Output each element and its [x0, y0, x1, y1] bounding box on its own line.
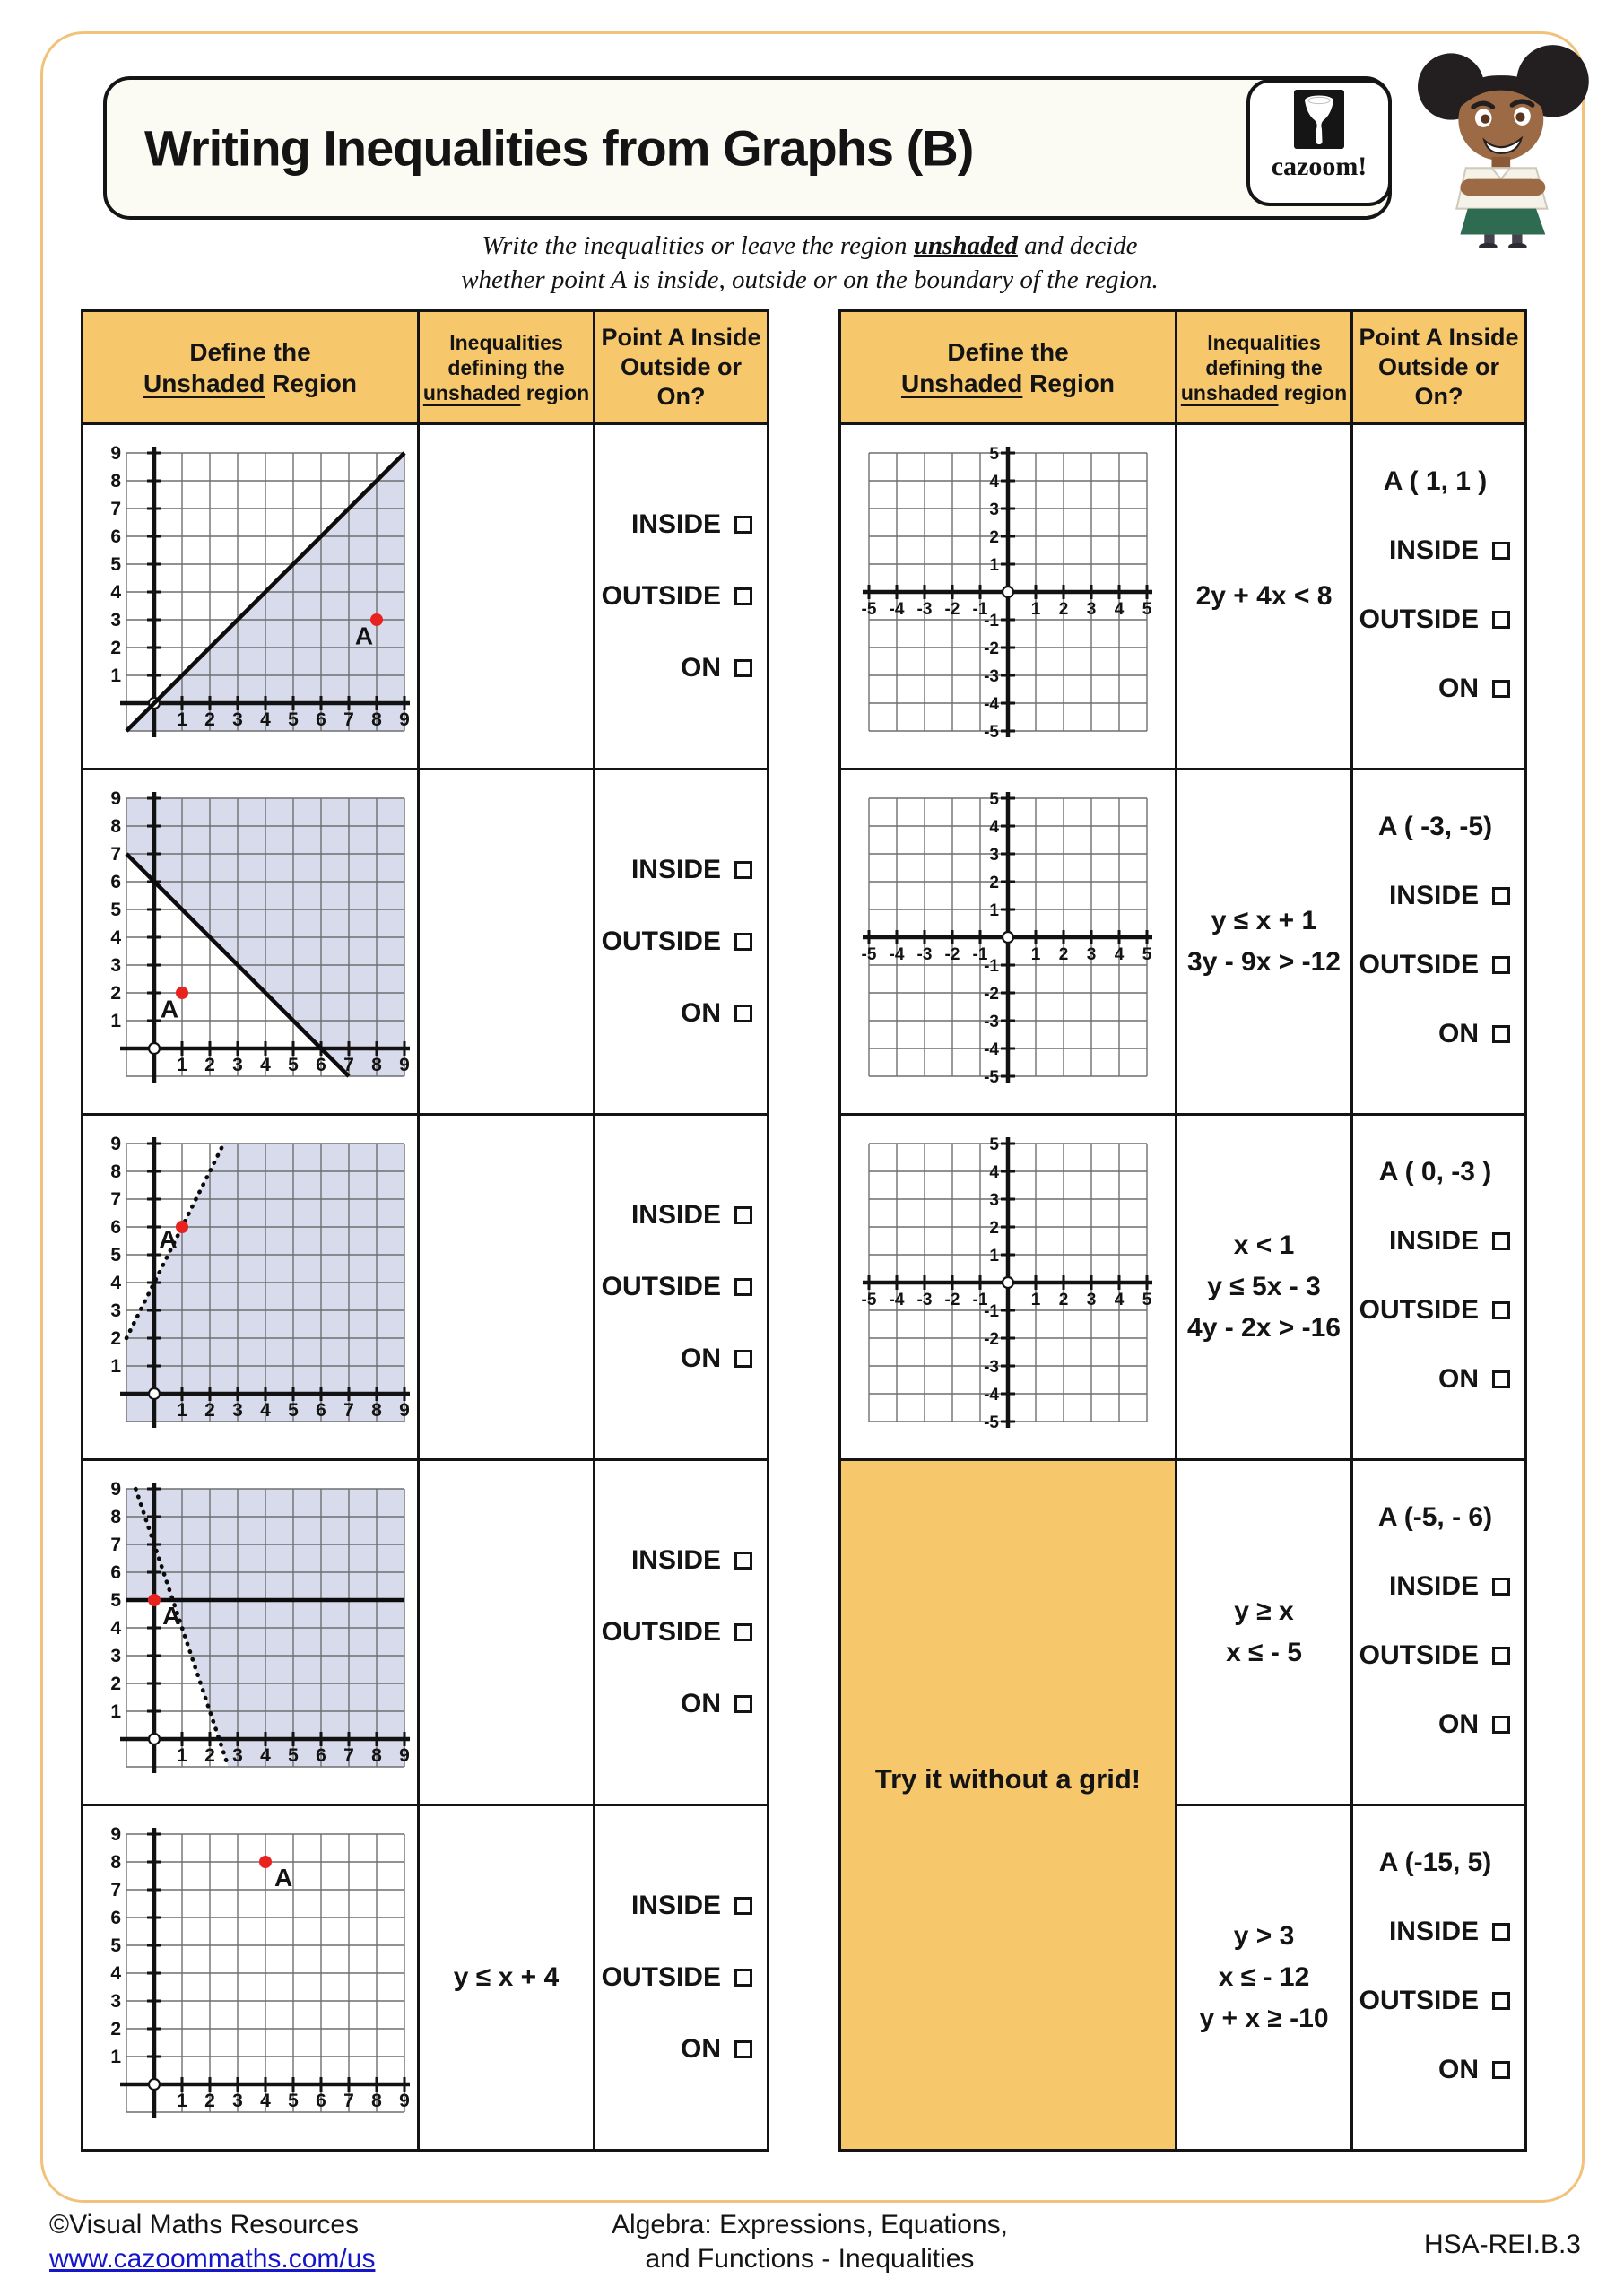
svg-text:-1: -1	[972, 600, 988, 619]
outside-checkbox[interactable]	[734, 1278, 752, 1296]
header-inequalities: Inequalities defining the unshaded region	[417, 312, 593, 422]
option-outside: OUTSIDE	[1359, 950, 1510, 980]
svg-text:4: 4	[260, 1400, 271, 1421]
inside-checkbox[interactable]	[1492, 1232, 1510, 1250]
svg-text:2: 2	[1058, 600, 1069, 619]
graph-left-4	[83, 1461, 417, 1804]
svg-text:6: 6	[316, 1055, 326, 1075]
svg-text:1: 1	[989, 556, 999, 575]
svg-text:-5: -5	[861, 600, 877, 619]
option-on: ON	[1438, 1019, 1510, 1049]
svg-text:6: 6	[316, 1400, 326, 1421]
svg-text:-2: -2	[944, 945, 960, 964]
svg-text:-3: -3	[984, 1013, 999, 1031]
subject-line-1: Algebra: Expressions, Equations,	[612, 2210, 1008, 2239]
svg-text:4: 4	[110, 1963, 121, 1984]
given-inequalities-4: y ≥ x x ≤ - 5	[1175, 1461, 1350, 1804]
page-title: Writing Inequalities from Graphs (B)	[144, 119, 974, 177]
svg-text:8: 8	[110, 1507, 121, 1527]
option-inside: INSIDE	[1389, 1226, 1510, 1257]
instructions	[40, 229, 1579, 297]
svg-text:2: 2	[110, 1328, 121, 1349]
svg-text:8: 8	[371, 2091, 382, 2111]
copyright-text: ©Visual Maths Resources	[49, 2210, 360, 2239]
svg-text:2: 2	[204, 1400, 215, 1421]
svg-text:7: 7	[343, 1055, 354, 1075]
svg-text:5: 5	[110, 1590, 121, 1611]
svg-text:6: 6	[110, 1908, 121, 1928]
outside-checkbox[interactable]	[1492, 611, 1510, 629]
svg-text:4: 4	[260, 1745, 271, 1766]
left-row-1	[83, 422, 767, 768]
inside-checkbox[interactable]	[734, 1552, 752, 1570]
choices-right-2	[1350, 770, 1524, 1113]
svg-text:A: A	[159, 1224, 178, 1253]
graph-left-5	[83, 1806, 417, 2149]
svg-text:8: 8	[110, 471, 121, 491]
svg-text:3: 3	[110, 610, 121, 631]
footer-subject-block	[40, 2208, 1579, 2276]
outside-checkbox[interactable]	[1492, 1992, 1510, 2010]
cazoom-drum-icon	[1294, 90, 1344, 149]
svg-text:5: 5	[989, 1135, 999, 1154]
svg-text:7: 7	[343, 2091, 354, 2111]
on-checkbox[interactable]	[1492, 680, 1510, 698]
right-row-1	[841, 422, 1524, 768]
svg-text:-3: -3	[984, 1358, 999, 1377]
svg-text:1: 1	[1030, 1291, 1041, 1309]
svg-text:3: 3	[1086, 945, 1097, 964]
option-inside: INSIDE	[631, 509, 752, 540]
option-inside: INSIDE	[1389, 535, 1510, 566]
svg-text:1: 1	[177, 709, 187, 730]
option-inside: INSIDE	[631, 1200, 752, 1231]
svg-text:4: 4	[989, 473, 999, 491]
svg-text:9: 9	[399, 1745, 410, 1766]
svg-text:8: 8	[371, 1055, 382, 1075]
svg-text:3: 3	[232, 1745, 243, 1766]
left-row-3	[83, 1113, 767, 1458]
svg-text:3: 3	[232, 1055, 243, 1075]
svg-text:3: 3	[989, 500, 999, 519]
svg-text:7: 7	[343, 1745, 354, 1766]
right-rows-4-5	[841, 1458, 1524, 2149]
svg-text:1: 1	[110, 665, 121, 686]
outside-checkbox[interactable]	[734, 1969, 752, 1987]
svg-text:5: 5	[989, 790, 999, 809]
outside-checkbox[interactable]	[1492, 956, 1510, 974]
inside-checkbox[interactable]	[734, 1897, 752, 1915]
svg-text:-4: -4	[889, 1291, 905, 1309]
subject-line-2: and Functions - Inequalities	[645, 2244, 975, 2274]
svg-text:4: 4	[1114, 1291, 1125, 1309]
inside-checkbox[interactable]	[1492, 887, 1510, 905]
svg-text:-2: -2	[944, 600, 960, 619]
svg-text:1: 1	[989, 901, 999, 920]
point-a-coordinates: A ( -3, -5)	[1377, 812, 1493, 841]
answer-space-1[interactable]	[417, 425, 593, 768]
svg-text:-5: -5	[984, 1413, 999, 1432]
option-outside: OUTSIDE	[602, 1272, 752, 1302]
outside-checkbox[interactable]	[734, 933, 752, 951]
svg-text:5: 5	[110, 554, 121, 575]
choices-left-2	[593, 770, 767, 1113]
on-checkbox[interactable]	[734, 659, 752, 677]
answer-space-2[interactable]	[417, 770, 593, 1113]
option-on: ON	[681, 1344, 752, 1374]
svg-text:8: 8	[110, 816, 121, 837]
svg-text:9: 9	[110, 1825, 121, 1845]
try-without-grid-text: Try it without a grid!	[874, 1763, 1142, 1796]
svg-text:3: 3	[110, 1300, 121, 1321]
option-outside: OUTSIDE	[1359, 1986, 1510, 2016]
svg-text:3: 3	[1086, 1291, 1097, 1309]
svg-text:1: 1	[110, 1701, 121, 1722]
svg-text:-2: -2	[984, 1330, 999, 1349]
svg-text:-5: -5	[984, 1068, 999, 1087]
option-on: ON	[1438, 674, 1510, 704]
svg-text:8: 8	[110, 1852, 121, 1873]
svg-text:-2: -2	[984, 985, 999, 1004]
svg-text:-1: -1	[984, 612, 999, 631]
option-outside: OUTSIDE	[602, 1962, 752, 1993]
svg-text:A: A	[274, 1863, 293, 1892]
choices-left-1	[593, 425, 767, 768]
svg-text:-2: -2	[944, 1291, 960, 1309]
choices-left-4	[593, 1461, 767, 1804]
svg-text:1: 1	[1030, 945, 1041, 964]
header-point-a: Point A Inside Outside or On?	[593, 312, 767, 422]
svg-text:9: 9	[399, 1055, 410, 1075]
svg-text:5: 5	[1142, 945, 1152, 964]
svg-text:9: 9	[399, 2091, 410, 2111]
right-table	[838, 309, 1527, 2152]
option-on: ON	[1438, 2055, 1510, 2085]
svg-text:-3: -3	[916, 600, 933, 619]
svg-text:1: 1	[110, 1356, 121, 1377]
inside-checkbox[interactable]	[734, 516, 752, 534]
svg-text:2: 2	[989, 874, 999, 892]
left-table	[81, 309, 769, 2152]
svg-text:2: 2	[110, 2019, 121, 2039]
cazoom-logo-text: cazoom!	[1271, 152, 1368, 181]
on-checkbox[interactable]	[734, 1695, 752, 1713]
graph-left-1	[83, 425, 417, 768]
svg-text:8: 8	[110, 1161, 121, 1182]
choices-right-3	[1350, 1116, 1524, 1458]
svg-text:3: 3	[989, 846, 999, 865]
svg-text:7: 7	[110, 1880, 121, 1900]
svg-text:-4: -4	[984, 1386, 999, 1405]
option-inside: INSIDE	[631, 855, 752, 885]
try-without-grid-cell	[841, 1461, 1175, 2149]
svg-text:2: 2	[989, 1219, 999, 1238]
svg-text:4: 4	[260, 2091, 271, 2111]
svg-text:9: 9	[110, 1135, 121, 1154]
svg-text:5: 5	[1142, 600, 1152, 619]
inside-checkbox[interactable]	[734, 861, 752, 879]
inside-checkbox[interactable]	[734, 1206, 752, 1224]
option-outside: OUTSIDE	[1359, 1295, 1510, 1326]
svg-text:1: 1	[177, 1055, 187, 1075]
option-on: ON	[1438, 1364, 1510, 1395]
svg-text:-4: -4	[889, 600, 905, 619]
outside-checkbox[interactable]	[1492, 1301, 1510, 1319]
svg-text:2: 2	[204, 1055, 215, 1075]
left-table-header	[83, 312, 767, 422]
svg-text:2: 2	[204, 709, 215, 730]
instruction-line-2: whether point A is inside, outside or on the boundary of the region.	[461, 265, 1159, 294]
svg-text:7: 7	[343, 1400, 354, 1421]
svg-text:-1: -1	[972, 945, 988, 964]
svg-text:3: 3	[110, 955, 121, 976]
point-a-coordinates: A (-5, - 6)	[1377, 1502, 1493, 1532]
svg-text:2: 2	[1058, 1291, 1069, 1309]
title-box	[103, 76, 1392, 220]
svg-text:9: 9	[110, 789, 121, 809]
option-inside: INSIDE	[631, 1891, 752, 1921]
svg-text:A: A	[354, 622, 374, 650]
option-outside: OUTSIDE	[602, 581, 752, 612]
svg-text:4: 4	[989, 818, 999, 837]
svg-text:4: 4	[989, 1163, 999, 1182]
option-inside: INSIDE	[1389, 881, 1510, 911]
option-outside: OUTSIDE	[602, 926, 752, 957]
inside-checkbox[interactable]	[1492, 542, 1510, 560]
svg-text:1: 1	[989, 1247, 999, 1265]
svg-text:5: 5	[288, 2091, 299, 2111]
svg-text:8: 8	[371, 709, 382, 730]
svg-text:3: 3	[1086, 600, 1097, 619]
svg-text:6: 6	[316, 709, 326, 730]
svg-text:1: 1	[177, 1400, 187, 1421]
choices-left-3	[593, 1116, 767, 1458]
svg-text:7: 7	[343, 709, 354, 730]
svg-text:7: 7	[110, 844, 121, 865]
on-checkbox[interactable]	[1492, 1716, 1510, 1734]
svg-text:4: 4	[260, 1055, 271, 1075]
svg-text:5: 5	[110, 1935, 121, 1956]
svg-text:1: 1	[177, 1745, 187, 1766]
answer-space-4[interactable]	[417, 1461, 593, 1804]
point-a-coordinates: A ( 1, 1 )	[1383, 466, 1488, 496]
header-inequalities: Inequalities defining the unshaded region	[1175, 312, 1350, 422]
svg-text:2: 2	[204, 2091, 215, 2111]
option-inside: INSIDE	[631, 1545, 752, 1576]
svg-text:7: 7	[110, 1189, 121, 1210]
svg-text:-1: -1	[972, 1291, 988, 1309]
svg-text:9: 9	[110, 444, 121, 464]
svg-text:3: 3	[232, 1400, 243, 1421]
svg-text:2: 2	[110, 1674, 121, 1694]
svg-text:-4: -4	[984, 695, 999, 714]
svg-text:2: 2	[110, 638, 121, 658]
given-inequalities-2: y ≤ x + 1 3y - 9x > -12	[1175, 770, 1350, 1113]
right-row-5	[1175, 1804, 1524, 2149]
svg-text:6: 6	[110, 872, 121, 892]
svg-text:4: 4	[1114, 600, 1125, 619]
svg-text:6: 6	[316, 1745, 326, 1766]
cazoom-logo	[1246, 79, 1392, 206]
svg-text:3: 3	[110, 1646, 121, 1666]
svg-text:9: 9	[399, 1400, 410, 1421]
svg-text:-3: -3	[984, 667, 999, 686]
option-on: ON	[1438, 1709, 1510, 1740]
on-checkbox[interactable]	[1492, 2061, 1510, 2079]
graph-right-2[interactable]	[841, 770, 1175, 1113]
svg-text:1: 1	[177, 2091, 187, 2111]
svg-text:-5: -5	[861, 1291, 877, 1309]
svg-text:1: 1	[1030, 600, 1041, 619]
svg-text:4: 4	[110, 1618, 121, 1639]
svg-text:2: 2	[204, 1745, 215, 1766]
svg-text:9: 9	[399, 709, 410, 730]
svg-text:-5: -5	[984, 723, 999, 742]
instruction-line-1: Write the inequalities or leave the region unshaded and decide	[482, 231, 1138, 260]
option-outside: OUTSIDE	[1359, 1640, 1510, 1671]
svg-text:-5: -5	[861, 945, 877, 964]
outside-checkbox[interactable]	[734, 1623, 752, 1641]
on-checkbox[interactable]	[1492, 1025, 1510, 1043]
svg-text:-4: -4	[984, 1040, 999, 1059]
svg-text:5: 5	[288, 1055, 299, 1075]
graph-right-1[interactable]	[841, 425, 1175, 768]
on-checkbox[interactable]	[734, 1350, 752, 1368]
svg-text:-3: -3	[916, 1291, 933, 1309]
svg-text:-1: -1	[984, 1302, 999, 1321]
svg-text:3: 3	[110, 1991, 121, 2012]
svg-text:4: 4	[1114, 945, 1125, 964]
svg-text:2: 2	[110, 983, 121, 1004]
svg-text:-3: -3	[916, 945, 933, 964]
cazoom-link[interactable]: www.cazoommaths.com/us	[49, 2244, 376, 2274]
outside-checkbox[interactable]	[734, 587, 752, 605]
svg-text:5: 5	[110, 1245, 121, 1265]
svg-text:4: 4	[110, 1273, 121, 1293]
point-a-coordinates: A (-15, 5)	[1378, 1848, 1492, 1877]
choices-right-1	[1350, 425, 1524, 768]
svg-text:5: 5	[989, 445, 999, 464]
option-inside: INSIDE	[1389, 1571, 1510, 1602]
svg-text:6: 6	[316, 2091, 326, 2111]
given-inequality-5: y ≤ x + 4	[417, 1806, 593, 2149]
svg-text:5: 5	[288, 709, 299, 730]
svg-text:3: 3	[232, 709, 243, 730]
option-on: ON	[681, 653, 752, 683]
on-checkbox[interactable]	[734, 2040, 752, 2058]
choices-right-5	[1350, 1806, 1524, 2149]
svg-text:A: A	[162, 1601, 181, 1630]
svg-text:1: 1	[110, 1011, 121, 1031]
svg-text:-4: -4	[889, 945, 905, 964]
svg-text:-1: -1	[984, 957, 999, 976]
student-character-illustration	[1395, 40, 1618, 248]
svg-text:6: 6	[110, 1562, 121, 1583]
choices-right-4	[1350, 1461, 1524, 1804]
graph-left-3	[83, 1116, 417, 1458]
header-define-region: Define the Unshaded Region	[83, 312, 417, 422]
svg-text:4: 4	[260, 709, 271, 730]
outside-checkbox[interactable]	[1492, 1647, 1510, 1665]
given-inequalities-3: x < 1 y ≤ 5x - 3 4y - 2x > -16	[1175, 1116, 1350, 1458]
svg-text:6: 6	[110, 1217, 121, 1238]
graph-left-2	[83, 770, 417, 1113]
header-point-a: Point A Inside Outside or On?	[1350, 312, 1524, 422]
svg-text:5: 5	[110, 900, 121, 920]
left-row-4	[83, 1458, 767, 1804]
option-outside: OUTSIDE	[602, 1617, 752, 1648]
option-on: ON	[681, 2034, 752, 2065]
inside-checkbox[interactable]	[1492, 1923, 1510, 1941]
svg-text:1: 1	[110, 2047, 121, 2067]
svg-text:4: 4	[110, 927, 121, 948]
choices-left-5	[593, 1806, 767, 2149]
svg-text:-2: -2	[984, 639, 999, 658]
on-checkbox[interactable]	[1492, 1370, 1510, 1388]
point-a-coordinates: A ( 0, -3 )	[1378, 1157, 1492, 1187]
given-inequalities-5: y > 3 x ≤ - 12 y + x ≥ -10	[1175, 1806, 1350, 2149]
svg-text:6: 6	[110, 526, 121, 547]
right-row-4	[1175, 1461, 1524, 1804]
svg-text:2: 2	[989, 528, 999, 547]
svg-text:9: 9	[110, 1480, 121, 1500]
svg-text:4: 4	[110, 582, 121, 603]
svg-text:7: 7	[110, 1535, 121, 1555]
right-row-2	[841, 768, 1524, 1113]
graph-right-3[interactable]	[841, 1116, 1175, 1458]
svg-text:7: 7	[110, 499, 121, 519]
svg-text:8: 8	[371, 1400, 382, 1421]
option-inside: INSIDE	[1389, 1917, 1510, 1947]
svg-text:5: 5	[1142, 1291, 1152, 1309]
svg-text:3: 3	[232, 2091, 243, 2111]
svg-text:3: 3	[989, 1191, 999, 1210]
answer-space-3[interactable]	[417, 1116, 593, 1458]
on-checkbox[interactable]	[734, 1004, 752, 1022]
option-outside: OUTSIDE	[1359, 604, 1510, 635]
right-table-header	[841, 312, 1524, 422]
left-row-2	[83, 768, 767, 1113]
svg-text:A: A	[160, 995, 179, 1023]
inside-checkbox[interactable]	[1492, 1578, 1510, 1596]
svg-text:2: 2	[1058, 945, 1069, 964]
svg-text:5: 5	[288, 1400, 299, 1421]
standard-code: HSA-REI.B.3	[1423, 2230, 1581, 2259]
given-inequalities-1: 2y + 4x < 8	[1175, 425, 1350, 768]
svg-text:8: 8	[371, 1745, 382, 1766]
right-row-3	[841, 1113, 1524, 1458]
option-on: ON	[681, 1689, 752, 1719]
option-on: ON	[681, 998, 752, 1029]
header-define-region: Define the Unshaded Region	[841, 312, 1175, 422]
svg-text:5: 5	[288, 1745, 299, 1766]
left-row-5	[83, 1804, 767, 2149]
